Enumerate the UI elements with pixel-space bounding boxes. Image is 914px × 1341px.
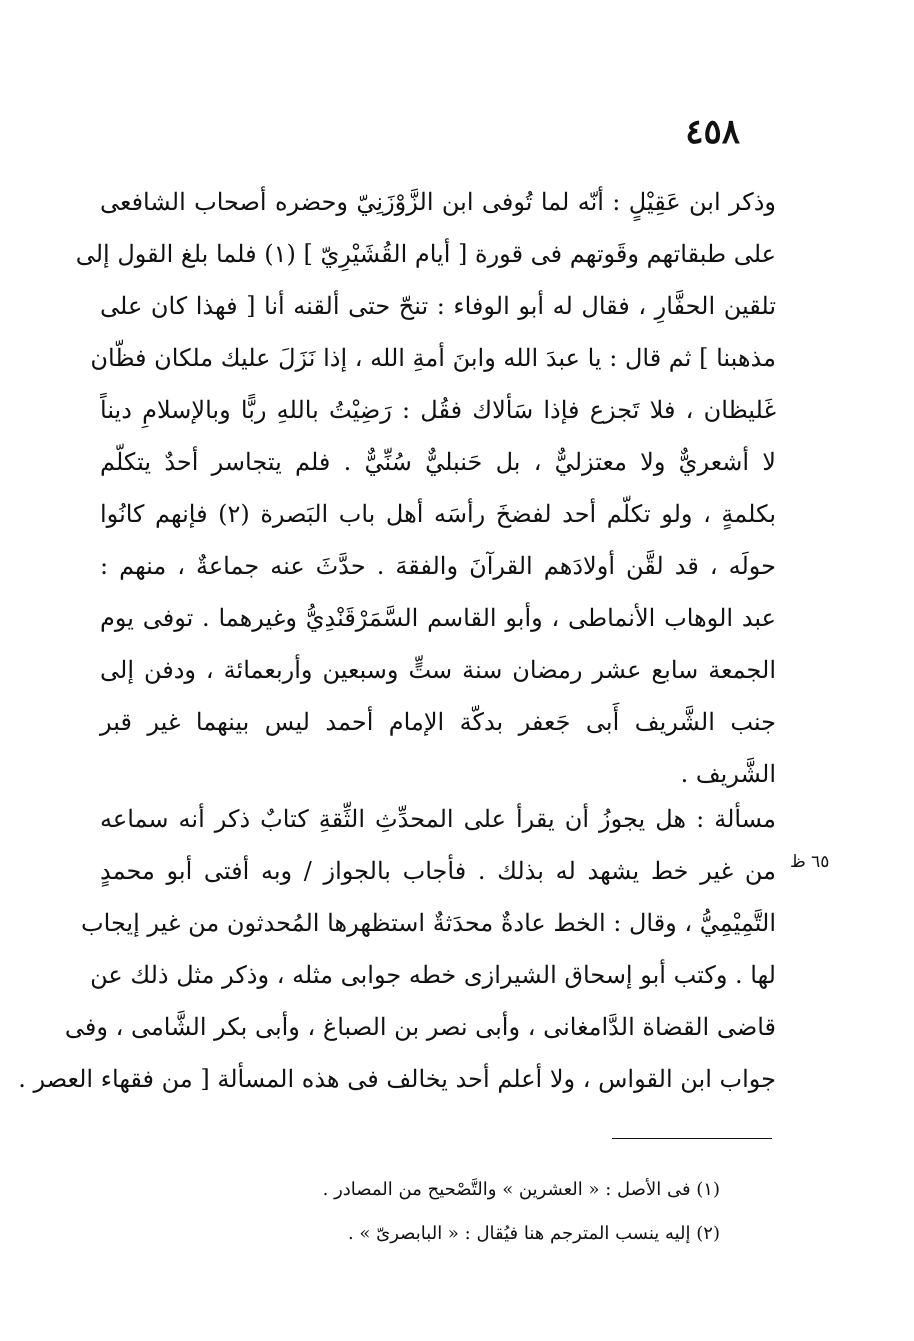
text-line: الجمعة سابع عشر رمضان سنة ستٍّ وسبعين وأربعمائة ، ودفن إلى: [100, 656, 776, 684]
text-line: تلقين الحفَّارِ ، فقال له أبو الوفاء : تنحّ حتى ألقنه أنا [ فهذا كان على: [100, 292, 776, 320]
text-line: مسألة : هل يجوزُ أن يقرأ على المحدِّثِ الثِّقةِ كتابٌ ذكر أنه سماعه: [100, 805, 776, 833]
margin-folio-note: ٦٥ ظ: [790, 852, 830, 872]
footnote-1: (١) فى الأصل : « العشرين » والتَّصْحيح من المصادر .: [322, 1179, 720, 1200]
text-line: لا أشعريٌّ ولا معتزليٌّ ، بل حَنبليٌّ سُنِّيٌّ . فلم يتجاسر أحدٌ يتكلّم: [100, 448, 776, 476]
text-line: على طبقاتهم وقَوتهم فى قورة [ أيام القُشَيْرِيّ ] (١) فلما بلغ القول إلى: [75, 240, 776, 268]
footnote-2: (٢) إليه ينسب المترجم هنا فيُقال : « البابصرىّ » .: [347, 1223, 720, 1244]
paragraph-1: [75, 176, 777, 800]
text-line: بكلمةٍ ، ولو تكلّم أحد لفضخَ رأسَه أهل باب البَصرة (٢) فإنهم كانُوا: [100, 500, 777, 528]
text-line: جنب الشَّريف أَبى جَعفر بدكّة الإمام أحمد ليس بينهما غير قبر: [100, 708, 776, 736]
text-line: عبد الوهاب الأنماطى ، وأبو القاسم السَّمَرْقَنْدِيُّ وغيرهما . توفى يوم: [100, 604, 776, 632]
text-line: جواب ابن القواس ، ولا أعلم أحد يخالف فى هذه المسألة [ من فقهاء العصر .: [18, 1065, 776, 1093]
paragraph-2: [18, 793, 777, 1105]
text-line: مذهبنا ] ثم قال : يا عبدَ الله وابنَ أمةِ الله ، إذا نَزَلَ عليك ملكان فظّان: [90, 344, 776, 372]
text-line: حولَه ، قد لقَّن أولادَهم القرآنَ والفقهَ . حدَّثَ عنه جماعةٌ ، منهم :: [100, 552, 776, 580]
footnote-divider: [612, 1138, 772, 1139]
text-line: وذكر ابن عَقِيْلٍ : أنّه لما تُوفى ابن الزَّوْزَنِيّ وحضره أصحاب الشافعى: [100, 188, 776, 216]
text-line: قاضى القضاة الدَّامغانى ، وأبى نصر بن الصباغ ، وأبى بكر الشَّامى ، وفى: [64, 1013, 776, 1041]
page-number: ٤٥٨: [685, 112, 740, 152]
text-line: غَليظان ، فلا تَجزع فإذا سَألاك فقُل : رَضِيْتُ باللهِ ربًّا وبالإسلامِ ديناً: [100, 396, 776, 424]
text-line: الشَّريف .: [680, 760, 776, 788]
text-line: التَّمِيْمِيُّ ، وقال : الخط عادةٌ محدَثةٌ استظهرها المُحدثون من غير إيجاب: [81, 909, 776, 937]
text-line: من غير خط يشهد له بذلك . فأجاب بالجواز / وبه أفتى أبو محمدٍ: [100, 857, 777, 885]
text-line: لها . وكتب أبو إسحاق الشيرازى خطه جوابى مثله ، وذكر مثل ذلك عن: [90, 961, 776, 989]
footnotes: [200, 1168, 720, 1256]
